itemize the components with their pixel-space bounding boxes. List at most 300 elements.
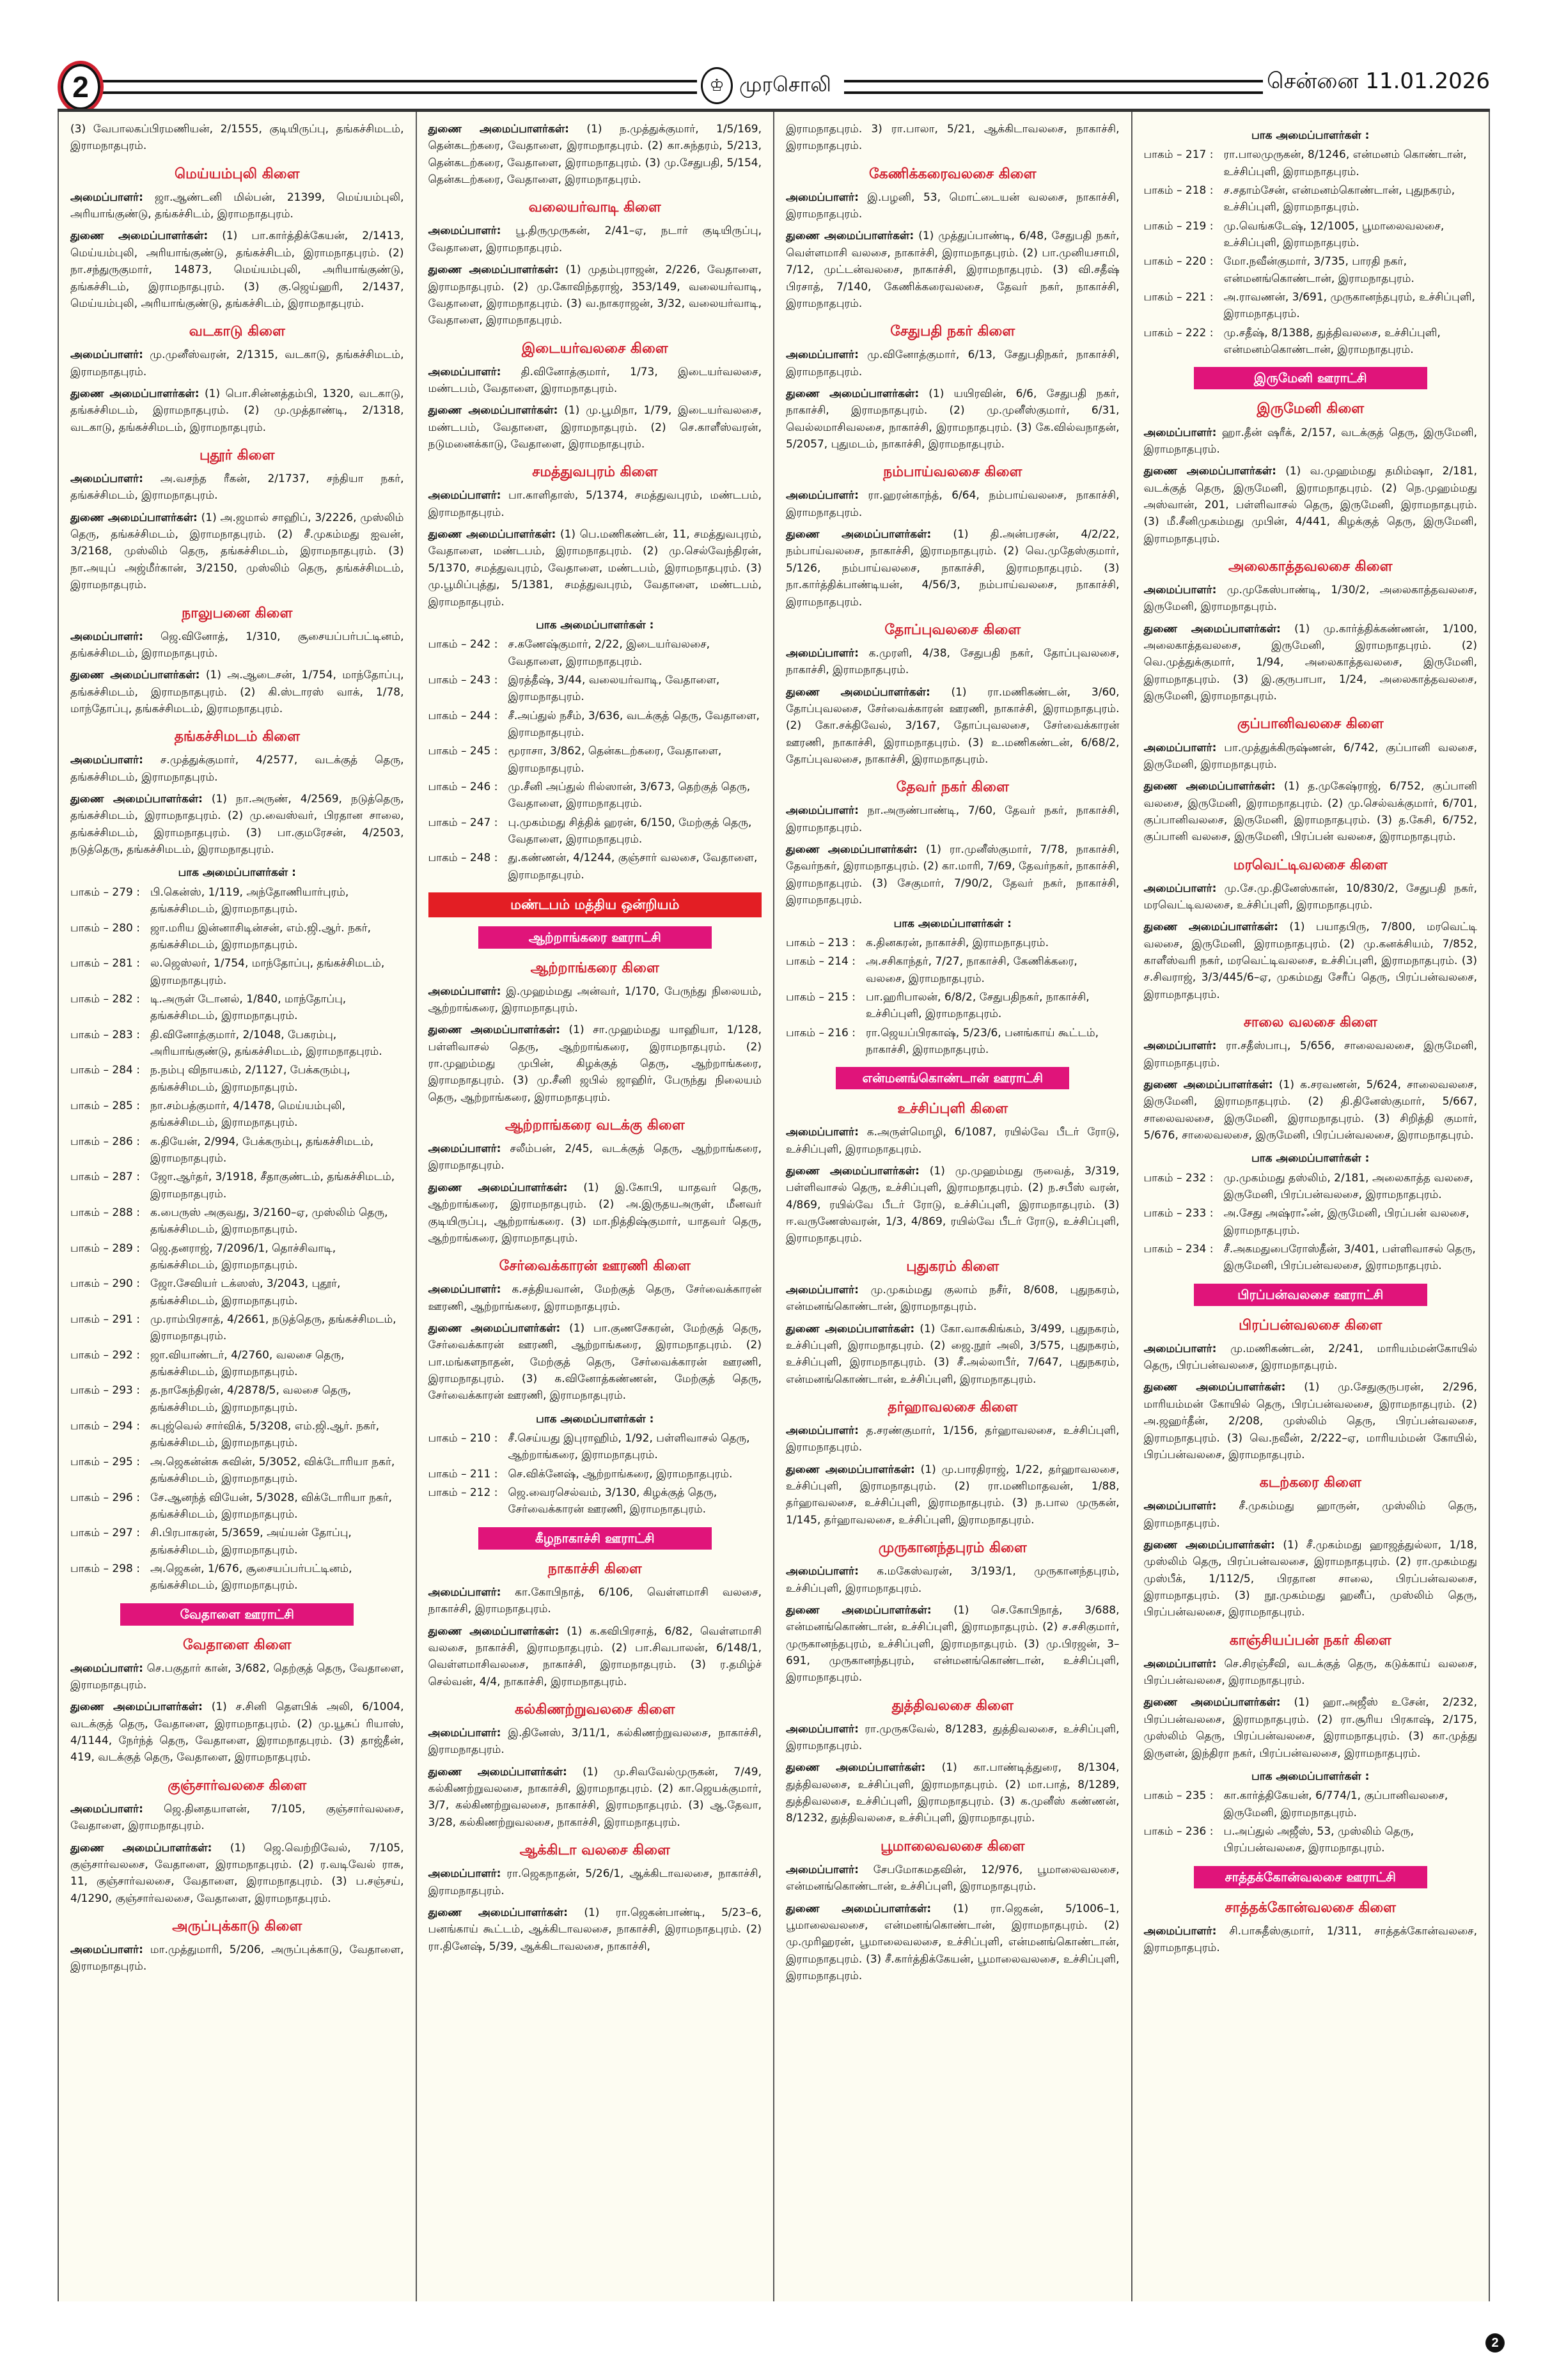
role-label: அமைப்பாளர்: — [428, 1585, 501, 1599]
role-label: துணை அமைப்பாளர்கள்: — [70, 669, 200, 682]
branch-heading: உச்சிப்புளி கிளை — [897, 1101, 1008, 1117]
organizer-details: க.சத்தியவான், மேற்குத் தெரு, சேர்வைக்காரன் ஊரணி, ஆற்றாங்கரை, இராமநாதபுரம். — [428, 1283, 762, 1313]
ward-organizer-details: பி.கென்ஸ், 1/119, அந்தோணியார்புரம், தங்கச்சிமடம், இராமநாதபுரம். — [150, 885, 349, 916]
role-label: அமைப்பாளர்: — [1143, 584, 1217, 597]
ward-organizer-details: பு.முகம்மது சித்திக் ஹரன், 6/150, மேற்குத் தெரு, வேதாளை, இராமநாதபுரம். — [508, 816, 752, 846]
organizer-details: த.சரண்குமார், 1/156, தர்ஹாவலசை, உச்சிப்புளி, இராமநாதபுரம். — [786, 1424, 1120, 1454]
panchayat-banner: பிரப்பன்வலசை ஊராட்சி — [1194, 1284, 1427, 1306]
organizer-details: (1) வ.முஹம்மது தமிம்ஷா, 2/181, வடக்குத் தெரு, இருமேனி, இராமநாதபுரம். (2) நெ.முஹம்மது அஸ்வான், 201, பள்ளிவாசல் தெரு, இருமேனி, இராமநாதபுரம். (3) மீ.சீனிமுகம்மது முபின், 4/441, கிழக்குத் தெரு, இருமேனி, இராமநாதபுரம். — [1143, 465, 1477, 545]
section-subtitle: பாக அமைப்பாளர்கள் : — [178, 866, 296, 880]
role-label: அமைப்பாளர்: — [428, 1142, 501, 1156]
organizer-details: பா.முத்துக்கிருஷ்ணன், 6/742, குப்பானி வலசை, இருமேனி, இராமநாதபுரம். — [1143, 741, 1477, 771]
branch-heading: முருகானந்தபுரம் கிளை — [878, 1540, 1027, 1557]
branch-heading: கடற்கரை கிளை — [1259, 1475, 1361, 1491]
ward-organizer-details: து.கண்ணன், 4/1244, குஞ்சார் வலசை, வேதாளை, இராமநாதபுரம். — [508, 852, 758, 882]
ward-number: பாகம் – 297 : — [70, 1527, 140, 1540]
ward-organizer-details: டி.அருள் டோனல், 1/840, மாந்தோப்பு, தங்கச்சிமடம், இராமநாதபுரம். — [150, 992, 347, 1023]
role-label: அமைப்பாளர்: — [428, 224, 501, 238]
role-label: அமைப்பாளர்: — [428, 365, 501, 378]
branch-heading: தர்ஹாவலசை கிளை — [888, 1399, 1018, 1415]
ward-organizer-row — [1144, 289, 1478, 323]
ward-organizer-details: மு.சதீஷ், 8/1388, துத்திவலசை, உச்சிப்புளி, என்மனம்கொண்டான், இராமநாதபுரம். — [1223, 326, 1441, 357]
organizer-paragraph — [70, 385, 404, 436]
role-label: அமைப்பாளர்: — [786, 646, 859, 660]
ward-number: பாகம் – 222 : — [1143, 326, 1214, 339]
organizer-paragraph — [428, 1320, 762, 1404]
ward-number: பாகம் – 281 : — [70, 957, 140, 970]
organizer-details: அ.வசந்த ரீகன், 2/1737, சந்தியா நகர், தங்கச்சிமடம், இராமநாதபுரம். — [70, 472, 404, 502]
organizer-paragraph — [428, 402, 762, 453]
ward-number: பாகம் – 235 : — [1143, 1789, 1214, 1803]
section-subtitle: பாக அமைப்பாளர்கள் : — [1251, 1152, 1370, 1165]
ward-number: பாகம் – 215 : — [786, 990, 856, 1004]
ward-number: பாகம் – 289 : — [70, 1241, 140, 1255]
organizer-details: (3) வேபாலகப்பிரமணியன், 2/1555, குடியிருப்பு, தங்கச்சிமடம், இராமநாதபுரம். — [70, 123, 404, 153]
union-banner: மண்டபம் மத்திய ஒன்றியம் — [428, 892, 762, 917]
organizer-details: மு.முகம்மது குலாம் நசீர், 8/608, புதுநகரம், என்மனங்கொண்டான், இராமநாதபுரம். — [786, 1283, 1120, 1314]
ward-organizer-row — [786, 1025, 1120, 1059]
organizer-paragraph — [428, 487, 762, 521]
role-label: அமைப்பாளர்: — [1143, 1500, 1217, 1513]
role-label: துணை அமைப்பாளர்கள்: — [70, 1841, 212, 1855]
role-label: அமைப்பாளர்: — [70, 348, 143, 362]
branch-heading: ஆக்கிடா வலசை கிளை — [519, 1842, 670, 1859]
organizer-details: (1) செ.கோபிநாத், 3/688, என்மனங்கொண்டான், உச்சிப்புளி, இராமநாதபுரம். (2) ச.சசிகுமார், முருகானந்தபுரம், உச்சிப்புளி, இராமநாதபுரம். (3) மு.பிரஜன், 3–691, முருகானந்தபுரம், என்மனங்கொண்டான், உச்சிப்புளி, இராமநாதபுரம். — [786, 1603, 1120, 1684]
role-label: அமைப்பாளர்: — [428, 1867, 501, 1881]
ward-number: பாகம் – 212 : — [428, 1486, 498, 1500]
ward-organizer-details: அ.ராவணன், 3/691, முருகானந்தபுரம், உச்சிப்புளி, இராமநாதபுரம். — [1223, 291, 1475, 321]
organizer-paragraph — [1144, 740, 1478, 774]
organizer-details: (1) நா.அருண், 4/2569, நடுத்தெரு, தங்கச்சிமடம், இராமநாதபுரம். (2) மு.வைஸ்வர், பிரதான சாலை, தங்கச்சிமடம், இராமநாதபுரம். (3) பா.குமரேசன், 4/2503, நடுத்தெரு, தங்கச்சிமடம், இராமநாதபுரம். — [70, 793, 404, 857]
ward-number: பாகம் – 298 : — [70, 1562, 140, 1575]
ward-organizer-details: க.தினகரன், நாகாச்சி, இராமநாதபுரம். — [866, 936, 1049, 949]
organizer-details: (1) கா.பாண்டித்துரை, 8/1304, துத்திவலசை, உச்சிப்புளி, இராமநாதபுரம். (2) மா.பாத், 8/1289, துத்திவலசை, உச்சிப்புளி, இராமநாதபுரம். (3) க.முனீஸ் கண்ணன், 8/1232, துத்திவலசை, உச்சிப்புளி, இராமநாதபுரம். — [786, 1761, 1120, 1825]
ward-organizer-details: செ.விக்னேஷ், ஆற்றாங்கரை, இராமநாதபுரம். — [508, 1467, 733, 1481]
ward-number: பாகம் – 210 : — [428, 1432, 498, 1445]
ward-organizer-row — [70, 1454, 404, 1488]
organizer-paragraph — [428, 261, 762, 329]
organizer-paragraph — [786, 526, 1120, 611]
masthead-logo — [697, 67, 835, 104]
organizer-paragraph — [786, 228, 1120, 312]
section-subtitle: பாக அமைப்பாளர்கள் : — [1251, 1769, 1370, 1783]
role-label: துணை அமைப்பாளர்கள்: — [1143, 921, 1278, 934]
ward-number: பாகம் – 211 : — [428, 1467, 498, 1481]
role-label: துணை அமைப்பாளர்கள்: — [428, 263, 559, 277]
branch-heading: தோப்புவலசை கிளை — [884, 621, 1021, 638]
organizer-paragraph — [70, 1840, 404, 1907]
ward-organizer-details: மு.ராம்பிரசாத், 4/2661, நடுத்தெரு, தங்கச்சிமடம், இராமநாதபுரம். — [150, 1313, 396, 1343]
ward-number: பாகம் – 288 : — [70, 1206, 140, 1219]
branch-heading: தங்கச்சிமடம் கிளை — [174, 729, 300, 745]
organizer-paragraph — [1144, 880, 1478, 914]
ward-organizer-row — [786, 935, 1120, 951]
organizer-details: (1) ஹா.அஜீஸ் உசேன், 2/232, பிரப்பன்வலசை, இராமநாதபுரம். (2) ரா.சூரிய பிரகாஷ், 2/175, முஸ்லிம் தெரு, பிரப்பன்வலசை, இராமநாதபுரம். (3) கா.முத்து இருளன், இந்திரா நகர், பிரப்பன்வலசை, இராமநாதபுரம். — [1143, 1696, 1477, 1760]
organizer-details: ரா.முருகவேல், 8/1283, துத்திவலசை, உச்சிப்புளி, இராமநாதபுரம். — [786, 1722, 1120, 1752]
ward-organizer-row — [70, 1027, 404, 1061]
organizer-details: செ.சிரஞ்சீவி, வடக்குத் தெரு, கடுக்காய் வலசை, பிரப்பன்வலசை, இராமநாதபுரம். — [1143, 1657, 1477, 1688]
organizer-details: சலீம்பன், 2/45, வடக்குத் தெரு, ஆற்றாங்கரை, இராமநாதபுரம். — [428, 1142, 762, 1172]
organizer-details: (1) அ.ஆடைசன், 1/754, மாந்தோப்பு, தங்கச்சிமடம், இராமநாதபுரம். (2) கி.ஸ்டாரஸ் வாக், 1/78, மாந்தோப்பு, தங்கச்சிமடம், இராமநாதபுரம். — [70, 669, 404, 715]
ward-organizer-row — [1144, 1823, 1478, 1857]
organizer-details: (1) ந.முத்துக்குமார், 1/5/169, தென்கடற்கரை, வேதாளை, இராமநாதபுரம். (2) கா.சுந்தரம், 5/213, தென்கடற்கரை, வேதாளை, இராமநாதபுரம். (3) மு.சேதுபதி, 5/154, தென்கடற்கரை, வேதாளை, இராமநாதபுரம். — [428, 123, 762, 187]
role-label: துணை அமைப்பாளர்கள்: — [786, 387, 920, 400]
organizer-paragraph — [786, 385, 1120, 453]
ward-organizer-details: இரத்தீஷ், 3/44, வலையர்வாடி, வேதாளை, இராமநாதபுரம். — [508, 673, 720, 704]
ward-number: பாகம் – 213 : — [786, 936, 856, 949]
organizer-details: (1) க.கவிபிரசாத், 6/82, வெள்ளமாசி வலசை, நாகாச்சி, இராமநாதபுரம். (2) பா.சிவபாலன், 6/148/1, வெள்ளமாசிவலசை, நாகாச்சி, இராமநாதபுரம். (3) ர.தமிழ்ச் செல்வன், 4/4, நாகாச்சி, இராமநாதபுரம். — [428, 1624, 762, 1688]
organizer-details: இ.முஹம்மது அன்வர், 1/170, பேருந்து நிலையம், ஆற்றாங்கரை, இராமநாதபுரம். — [428, 984, 762, 1015]
organizer-paragraph — [70, 1699, 404, 1766]
ward-organizer-row — [70, 1240, 404, 1274]
role-label: அமைப்பாளர்: — [70, 630, 143, 643]
ward-organizer-row — [428, 743, 762, 777]
ward-organizer-row — [428, 672, 762, 706]
branch-heading: வடகாடு கிளை — [189, 323, 285, 340]
ward-organizer-details: ஜெ.தனராஜ், 7/2096/1, தொச்சிவாடி, தங்கச்சிமடம், இராமநாதபுரம். — [150, 1241, 336, 1272]
ward-organizer-row — [70, 1204, 404, 1238]
role-label: துணை அமைப்பாளர்கள்: — [786, 1761, 926, 1775]
role-label: துணை அமைப்பாளர்கள்: — [786, 1165, 920, 1178]
ward-organizer-row — [70, 1489, 404, 1523]
role-label: அமைப்பாளர்: — [1143, 741, 1217, 754]
branch-heading: சாத்தக்கோன்வலசை கிளை — [1225, 1899, 1397, 1916]
branch-heading: பூமாலைவலசை கிளை — [880, 1838, 1025, 1855]
role-label: அமைப்பாளர்: — [786, 1424, 859, 1437]
organizer-details: (1) பயாதபிரு, 7/800, மரவெட்டி வலசை, இருமேனி, இராமநாதபுரம். (2) மு.கனக்சியம், 7/852, காளீஸ்வரி நகர், மரவெட்டிவலசை, உச்சிப்புளி, இராமநாதபுரம். (3) ச.சிவராஜ், 3/3/445/6–ஏ, முகம்மது சேரீப் தெரு, பிரப்பன்வலசை, இராமநாதபுரம். — [1143, 921, 1477, 1001]
organizer-paragraph — [428, 1140, 762, 1174]
organizer-paragraph — [70, 667, 404, 717]
section-subtitle: பாக அமைப்பாளர்கள் : — [536, 1412, 654, 1426]
ward-organizer-details: ரா.பாலமுருகன், 8/1246, என்மனம் கொண்டான், உச்சிப்புளி, இராமநாதபுரம். — [1223, 148, 1467, 178]
ward-number: பாகம் – 296 : — [70, 1491, 140, 1504]
city-date: சென்னை 11.01.2026 — [1263, 68, 1490, 97]
ward-organizer-details: ந.நம்பு விநாயகம், 2/1127, பேக்கரும்பு, தங்கச்சிமடம், இராமநாதபுரம். — [150, 1064, 350, 1094]
ward-number: பாகம் – 286 : — [70, 1135, 140, 1148]
organizer-details: மு.வினோத்குமார், 6/13, சேதுபதிநகர், நாகாச்சி, இராமநாதபுரம். — [786, 348, 1120, 378]
organizer-paragraph — [1144, 919, 1478, 1003]
ward-number: பாகம் – 233 : — [1143, 1207, 1214, 1220]
organizer-paragraph — [70, 471, 404, 504]
ward-number: பாகம் – 295 : — [70, 1455, 140, 1468]
ward-number: பாகம் – 280 : — [70, 921, 140, 935]
ward-organizer-row — [1144, 325, 1478, 359]
branch-heading: அருப்புக்காடு கிளை — [172, 1918, 302, 1934]
role-label: அமைப்பாளர்: — [1143, 1039, 1217, 1053]
role-label: அமைப்பாளர்: — [786, 1722, 859, 1736]
role-label: துணை அமைப்பாளர்கள்: — [428, 1023, 561, 1037]
ward-number: பாகம் – 292 : — [70, 1348, 140, 1362]
role-label: துணை அமைப்பாளர்கள்: — [428, 123, 569, 136]
ward-number: பாகம் – 242 : — [428, 638, 498, 651]
role-label: துணை அமைப்பாளர்கள்: — [428, 528, 556, 541]
organizer-paragraph — [1144, 582, 1478, 616]
organizer-details: க.முரளி, 4/38, சேதுபதி நகர், தோப்புவலசை, நாகாச்சி, இராமநாதபுரம். — [786, 646, 1120, 677]
branch-heading: ஆற்றாங்கரை கிளை — [530, 960, 659, 976]
organizer-paragraph — [70, 121, 404, 155]
role-label: அமைப்பாளர்: — [70, 1802, 143, 1816]
organizer-paragraph — [70, 228, 404, 312]
ward-number: பாகம் – 221 : — [1143, 291, 1214, 304]
panchayat-banner: என்மனங்கொண்டான் ஊராட்சி — [836, 1067, 1069, 1089]
role-label: அமைப்பாளர்: — [786, 1863, 859, 1876]
role-label: துணை அமைப்பாளர்கள்: — [70, 229, 208, 243]
branch-heading: கல்கிணற்றுவலசை கிளை — [515, 1701, 675, 1718]
organizer-details: க.அருள்மொழி, 6/1087, ரயில்வே பீடர் ரோடு, உச்சிப்புளி, இராமநாதபுரம். — [786, 1126, 1120, 1156]
ward-organizer-details: ஜா.மரிய இன்னாசிடின்சன், எம்.ஜி.ஆர். நகர், தங்கச்சிமடம், இராமநாதபுரம். — [150, 921, 372, 951]
organizer-paragraph — [1144, 1498, 1478, 1532]
ward-organizer-details: சுபுஜ்வெல் சார்விக், 5/3208, எம்.ஜி.ஆர். நகர், தங்கச்சிமடம், இராமநாதபுரம். — [150, 1420, 380, 1450]
ward-number: பாகம் – 246 : — [428, 780, 498, 793]
organizer-paragraph — [428, 222, 762, 256]
organizer-paragraph — [786, 1461, 1120, 1528]
organizer-details: (1) ரா.முனீஸ்குமார், 7/78, நாகாச்சி, தேவர்நகர், இராமநாதபுரம். (2) கா.மாரி, 7/69, தேவர்நகர், நாகாச்சி, இராமநாதபுரம். (3) சேகுமார், 7/90/2, தேவர் நகர், நாகாச்சி, இராமநாதபுரம். — [786, 843, 1120, 907]
ward-organizer-row — [70, 991, 404, 1025]
role-label: துணை அமைப்பாளர்கள்: — [1143, 1078, 1273, 1091]
panchayat-banner: ஆற்றாங்கரை ஊராட்சி — [478, 926, 712, 949]
role-label: அமைப்பாளர்: — [428, 489, 501, 502]
branch-heading: மெய்யம்புலி கிளை — [175, 166, 300, 182]
ward-number: பாகம் – 219 : — [1143, 219, 1214, 233]
ward-organizer-details: அ.சேது அஷ்ராஃன், இருமேனி, பிரப்பன் வலசை, இராமநாதபுரம். — [1223, 1207, 1469, 1237]
organizer-details: (1) மு.சேதுகுருபரன், 2/296, மாரியம்மன் கோயில் தெரு, பிரப்பன்வலசை, இராமநாதபுரம். (2) அ.ஜஹர்தீன், 2/208, முஸ்லிம் தெரு, பிரப்பன்வலசை, இராமநாதபுரம். (3) வெ.நவீன், 2/222–ஏ, மாரியம்மன் கோயில், பிரப்பன்வலசை, இராமநாதபுரம். — [1143, 1381, 1477, 1461]
ward-number: பாகம் – 248 : — [428, 852, 498, 865]
branch-heading: சாலை வலசை கிளை — [1243, 1015, 1377, 1031]
organizer-details: ரா.ஹரன்காந்த், 6/64, நம்பாய்வலசை, நாகாச்சி, இராமநாதபுரம். — [786, 489, 1120, 519]
ward-organizer-details: ச.கணேஷ்குமார், 2/22, இடையர்வலசை, வேதாளை, இராமநாதபுரம். — [508, 638, 710, 668]
role-label: அமைப்பாளர்: — [786, 348, 859, 362]
organizer-paragraph — [70, 752, 404, 786]
ward-organizer-details: அ.ஜெகன், 1/676, சூசையப்பர்பட்டினம், தங்கச்சிமடம், இராமநாதபுரம். — [150, 1562, 352, 1592]
branch-heading: குஞ்சார்வலசை கிளை — [168, 1777, 307, 1794]
ward-organizer-row — [428, 1466, 762, 1482]
ward-organizer-details: பா.ஹரிபாலன், 6/8/2, சேதுபதிநகர், நாகாச்சி, உச்சிப்புளி, இராமநாதபுரம். — [866, 990, 1090, 1021]
ward-organizer-details: ரா.ஜெயப்பிரகாஷ், 5/23/6, பனங்காய் கூட்டம், நாகாச்சி, இராமநாதபுரம். — [866, 1026, 1099, 1056]
ward-number: பாகம் – 247 : — [428, 816, 498, 829]
ward-organizer-details: சே.ஆனந்த் வியேன், 5/3028, விக்டோரியா நகர், தங்கச்சிமடம், இராமநாதபுரம். — [150, 1491, 393, 1521]
organizer-details: மு.சே.மு.தினேஸ்கான், 10/830/2, சேதுபதி நகர், மரவெட்டிவலசை, உச்சிப்புளி, இராமநாதபுரம். — [1143, 882, 1477, 912]
ward-number: பாகம் – 245 : — [428, 745, 498, 758]
organizer-paragraph — [786, 1563, 1120, 1597]
role-label: துணை அமைப்பாளர்கள்: — [1143, 1696, 1281, 1709]
ward-number: பாகம் – 282 : — [70, 992, 140, 1006]
role-label: துணை அமைப்பாளர்கள்: — [786, 685, 930, 699]
organizer-details: பூ.திருமுருகன், 2/41–ஏ, நடார் குடியிருப்பு, வேதாளை, இராமநாதபுரம். — [428, 224, 762, 254]
organizer-details: மு.மணிகண்டன், 2/241, மாரியம்மன்கோயில் தெரு, பிரப்பன்வலசை, இராமநாதபுரம். — [1143, 1342, 1478, 1373]
branch-heading: வலையர்வாடி கிளை — [528, 199, 661, 216]
ward-number: பாகம் – 290 : — [70, 1277, 140, 1291]
ward-organizer-details: ல.ஜெஸ்லர், 1/754, மாந்தோப்பு, தங்கச்சிமடம், இராமநாதபுரம். — [150, 957, 385, 987]
organizer-paragraph — [428, 1865, 762, 1899]
masthead — [58, 61, 1490, 109]
role-label: அமைப்பாளர்: — [786, 191, 859, 204]
organizer-paragraph — [428, 526, 762, 611]
ward-organizer-details: க.பைருஸ் அகுவது, 3/2160–ஏ, முஸ்லிம் தெரு, தங்கச்சிமடம், இராமநாதபுரம். — [150, 1206, 388, 1236]
organizer-paragraph — [786, 684, 1120, 768]
ward-number: பாகம் – 243 : — [428, 673, 498, 687]
organizer-details: இ.தினேஸ், 3/11/1, கல்கிணற்றுவலசை, நாகாச்சி, இராமநாதபுரம். — [428, 1727, 762, 1757]
organizer-details: பா.காளிதாஸ், 5/1374, சமத்துவபுரம், மண்டபம், இராமநாதபுரம். — [428, 489, 762, 519]
ward-organizer-row — [1144, 182, 1478, 216]
role-label: அமைப்பாளர்: — [1143, 426, 1217, 439]
ward-number: பாகம் – 217 : — [1143, 148, 1214, 162]
organizer-details: (1) க.சரவணன், 5/624, சாலைவலசை, இருமேனி, இராமநாதபுரம். (2) தி.தினேஸ்குமார், 5/667, சாலைவலசை, இருமேனி, இராமநாதபுரம். (3) சிறித்தி குமார், 5/676, சாலைவலசை, இருமேனி, பிரப்பன்வலசை, இராமநாதபுரம். — [1143, 1078, 1477, 1142]
organizer-details: ச.முத்துக்குமார், 4/2577, வடக்குத் தெரு, தங்கச்சிமடம், இராமநாதபுரம். — [70, 754, 404, 784]
ward-organizer-details: ஜெ.வைரசெல்வம், 3/130, கிழக்குத் தெரு, சேர்வைக்காரன் ஊரணி, இராமநாதபுரம். — [508, 1486, 717, 1516]
organizer-paragraph — [1144, 1694, 1478, 1761]
ward-number: பாகம் – 291 : — [70, 1313, 140, 1326]
role-label: துணை அமைப்பாளர்கள்: — [70, 1700, 203, 1714]
organizer-paragraph — [786, 1282, 1120, 1316]
panchayat-banner: வேதாளை ஊராட்சி — [120, 1603, 354, 1626]
organizer-paragraph — [786, 189, 1120, 223]
article-columns — [58, 109, 1490, 2301]
role-label: அமைப்பாளர்: — [428, 984, 501, 998]
organizer-paragraph — [428, 121, 762, 188]
branch-heading: குப்பானிவலசை கிளை — [1237, 716, 1384, 733]
organizer-details: (1) த.முகேஷ்ராஜ், 6/752, குப்பானி வலசை, இருமேனி, இராமநாதபுரம். (2) மு.செல்வக்குமார், 6/701, குப்பானிவலசை, இருமேனி, இராமநாதபுரம். (3) த.கேசி, 6/752, குப்பானி வலசை, இருமேனி, பிரப்பன் வலசை, இராமநாதபுரம். — [1143, 780, 1477, 844]
role-label: துணை அமைப்பாளர்கள்: — [428, 1181, 568, 1194]
role-label: துணை அமைப்பாளர்கள்: — [70, 387, 200, 400]
organizer-paragraph — [1144, 778, 1478, 845]
ward-organizer-row — [786, 953, 1120, 987]
branch-heading: நம்பாய்வலசை கிளை — [883, 464, 1022, 481]
role-label: துணை அமைப்பாளர்கள்: — [1143, 1381, 1286, 1394]
role-label: அமைப்பாளர்: — [70, 1943, 143, 1956]
organizer-paragraph — [786, 487, 1120, 521]
organizer-details: சி.பாசுதீஸ்குமார், 1/311, சாத்தக்கோன்வலசை, இராமநாதபுரம். — [1143, 1924, 1477, 1954]
ward-organizer-row — [786, 989, 1120, 1023]
ward-organizer-row — [70, 1382, 404, 1416]
organizer-paragraph — [428, 1179, 762, 1247]
role-label: துணை அமைப்பாளர்கள்: — [786, 1463, 915, 1476]
ward-organizer-details: சீ.செய்யது இபுராஹிம், 1/92, பள்ளிவாசல் தெரு, ஆற்றாங்கரை, இராமநாதபுரம். — [508, 1432, 750, 1462]
ward-organizer-details: அ.ஜெகன்ன்சு சுவின், 5/3052, விக்டோரியா நகர், தங்கச்சிமடம், இராமநாதபுரம். — [150, 1455, 395, 1486]
ward-organizer-row — [428, 1430, 762, 1464]
branch-heading: துத்திவலசை கிளை — [891, 1697, 1014, 1714]
organizer-paragraph — [786, 645, 1120, 679]
ward-organizer-row — [70, 884, 404, 918]
ward-organizer-row — [70, 1347, 404, 1381]
ward-organizer-row — [70, 920, 404, 954]
branch-heading: சமத்துவபுரம் கிளை — [532, 464, 658, 481]
column-1 — [58, 112, 416, 2301]
organizer-paragraph — [428, 983, 762, 1017]
organizer-details: (1) ரா.ஜெகன்பாண்டி, 5/23–6, பனங்காய் கூட்டம், ஆக்கிடாவலசை, நாகாச்சி, இராமநாதபுரம். (2) ரா.தினேஷ், 5/39, ஆக்கிடாவலசை, நாகாச்சி, — [428, 1906, 762, 1953]
ward-organizer-row — [70, 1169, 404, 1202]
organizer-details: (1) பெ.மணிகண்டன், 11, சமத்துவபுரம், வேதாளை, மண்டபம், இராமநாதபுரம். (2) மு.செல்வேந்திரன், 5/1370, சமத்துவபுரம், வேதாளை, மண்டபம், இராமநாதபுரம். (3) மு.பூமிப்புத்து, 5/1381, சமத்துவபுரம், வேதாளை, மண்டபம், இராமநாதபுரம். — [428, 528, 762, 609]
role-label: துணை அமைப்பாளர்கள்: — [70, 511, 198, 524]
ward-organizer-details: ஜோ.சேவியர் டக்ஸஸ், 3/2043, புதூர், தங்கச்சிமடம், இராமநாதபுரம். — [150, 1277, 341, 1307]
organizer-details: (1) அ.ஜமால் சாஹிப், 3/2226, முஸ்லிம் தெரு, தங்கச்சிமடம், இராமநாதபுரம். (2) சீ.முகம்மது ஐவன், 3/2168, முஸ்லிம் தெரு, தங்கச்சிமடம், இராமநாதபுரம். (3) நா.அயுப் அஜ்மீர்கான், 3/2150, முஸ்லிம் தெரு, தங்கச்சிமடம், இராமநாதபுரம். — [70, 511, 404, 592]
organizer-paragraph — [786, 121, 1120, 155]
organizer-paragraph — [70, 346, 404, 380]
organizer-details: (1) முதம்புராஜன், 2/226, வேதாளை, இராமநாதபுரம். (2) மு.கோவிந்தராஜ், 353/149, வலையர்வாடி, வேதாளை, இராமநாதபுரம். (3) வ.நாகராஜன், 3/32, வலையர்வாடி, வேதாளை, இராமநாதபுரம். — [428, 263, 762, 327]
organizer-details: (1) கோ.வாசுகிங்கம், 3/499, புதுநகரம், உச்சிப்புளி, இராமநாதபுரம். (2) ஜை.நூர் அலி, 3/575, புதுநகரம், உச்சிப்புளி, இராமநாதபுரம். (3) சீ.அல்லாபீர், 7/647, புதுநகரம், என்மனங்கொண்டான், உச்சிப்புளி, இராமநாதபுரம். — [786, 1322, 1120, 1386]
organizer-details: ஜெ.தினதயாளன், 7/105, குஞ்சார்வலசை, வேதாளை, இராமநாதபுரம். — [70, 1802, 404, 1833]
organizer-details: (1) இ.கோபி, யாதவர் தெரு, ஆற்றாங்கரை, இராமநாதபுரம். (2) அ.இருதயஅருள், மீனவர் குடியிருப்பு, ஆற்றாங்கரை. (3) மா.நித்திஷ்குமார், யாதவர் தெரு, ஆற்றாங்கரை, இராமநாதபுரம். — [428, 1181, 762, 1245]
organizer-paragraph — [786, 802, 1120, 836]
role-label: துணை அமைப்பாளர்கள்: — [1143, 622, 1281, 635]
role-label: அமைப்பாளர்: — [70, 754, 143, 767]
organizer-details: க.மகேஸ்வரன், 3/193/1, முருகானந்தபுரம், உச்சிப்புளி, இராமநாதபுரம். — [786, 1565, 1120, 1595]
organizer-details: ஜெ.வினோத், 1/310, சூசையப்பர்பட்டினம், தங்கச்சிமடம், இராமநாதபுரம். — [70, 630, 404, 660]
branch-heading: இருமேனி கிளை — [1257, 401, 1365, 417]
role-label: துணை அமைப்பாளர்கள்: — [786, 843, 918, 857]
page-number-badge: 2 — [58, 61, 104, 113]
organizer-paragraph — [786, 1721, 1120, 1755]
organizer-paragraph — [786, 1901, 1120, 1985]
ward-number: பாகம் – 283 : — [70, 1028, 140, 1041]
ward-number: பாகம் – 279 : — [70, 885, 140, 899]
role-label: துணை அமைப்பாளர்கள்: — [786, 528, 932, 541]
ward-organizer-row — [428, 708, 762, 742]
organizer-paragraph — [70, 1801, 404, 1835]
organizer-paragraph — [428, 1022, 762, 1106]
ward-organizer-details: ச.சதாம்சேன், என்மனம்கொண்டான், புதுநகரம், உச்சிப்புளி, இராமநாதபுரம். — [1223, 184, 1455, 214]
branch-heading: தேவர் நகர் கிளை — [896, 779, 1009, 796]
ward-organizer-details: மு.சீனி அப்துல் ரில்ஸான், 3/673, தெற்குத் தெரு, வேதாளை, இராமநாதபுரம். — [508, 780, 751, 811]
ward-organizer-row — [428, 814, 762, 848]
branch-heading: கேணிக்கரைவலசை கிளை — [869, 166, 1037, 182]
branch-heading: மரவெட்டிவலசை கிளை — [1233, 857, 1388, 873]
branch-heading: ஆற்றாங்கரை வடக்கு கிளை — [505, 1117, 685, 1134]
panchayat-banner: இருமேனி ஊராட்சி — [1194, 367, 1427, 389]
organizer-details: மு.முகேஸ்பாண்டி, 1/30/2, அலைகாத்தவலசை, இருமேனி, இராமநாதபுரம். — [1143, 584, 1478, 614]
organizer-details: (1) மு.பூமிநா, 1/79, இடையர்வலசை, மண்டபம், வேதாளை, இராமநாதபுரம். (2) செ.காளீஸ்வரன், நடுமனைக்காடு, வேதாளை, இராமநாதபுரம். — [428, 404, 762, 451]
ward-number: பாகம் – 285 : — [70, 1099, 140, 1112]
organizer-details: ஹா.தீன் ஷரீக், 2/157, வடக்குத் தெரு, இருமேனி, இராமநாதபுரம். — [1143, 426, 1477, 456]
ward-organizer-details: கா.கார்த்திகேயன், 6/774/1, குப்பானிவலசை, இருமேனி, இராமநாதபுரம். — [1223, 1789, 1448, 1819]
role-label: அமைப்பாளர்: — [70, 1661, 143, 1675]
organizer-paragraph — [786, 1163, 1120, 1247]
ward-number: பாகம் – 287 : — [70, 1171, 140, 1184]
role-label: அமைப்பாளர்: — [428, 1283, 501, 1296]
role-label: துணை அமைப்பாளர்கள்: — [1143, 1538, 1275, 1552]
organizer-paragraph — [1144, 1923, 1478, 1957]
ward-organizer-row — [428, 779, 762, 813]
ward-organizer-row — [70, 1525, 404, 1559]
organizer-paragraph — [428, 1281, 762, 1315]
ward-number: பாகம் – 214 : — [786, 955, 856, 968]
ward-number: பாகம் – 244 : — [428, 709, 498, 722]
organizer-paragraph — [786, 1862, 1120, 1895]
organizer-paragraph — [1144, 1656, 1478, 1690]
header-rule — [102, 80, 697, 94]
ward-organizer-details: நா.சம்பத்குமார், 4/1478, மெய்யம்புலி, தங்கச்சிமடம், இராமநாதபுரம். — [150, 1099, 345, 1130]
organizer-paragraph — [786, 346, 1120, 380]
header-rule — [844, 80, 1311, 94]
organizer-details: செ.பகுதார் கான், 3/682, தெற்குத் தெரு, வேதாளை, இராமநாதபுரம். — [70, 1661, 404, 1692]
murasoli-emblem-icon: ♔ — [701, 67, 733, 104]
organizer-details: இராமநாதபுரம். 3) ரா.பாலா, 5/21, ஆக்கிடாவலசை, நாகாச்சி, இராமநாதபுரம். — [786, 123, 1120, 153]
ward-organizer-details: தி.வினோத்குமார், 2/1048, பேகரம்பு, அரியாங்குண்டு, தங்கச்சிமடம், இராமநாதபுரம். — [150, 1028, 382, 1058]
role-label: துணை அமைப்பாளர்கள்: — [786, 1902, 932, 1915]
ward-organizer-details: சி.பிரபாகரன், 5/3659, அய்யன் தோப்பு, தங்கச்சிமடம், இராமநாதபுரம். — [150, 1527, 352, 1557]
organizer-details: ரா.ஜெகநாதன், 5/26/1, ஆக்கிடாவலசை, நாகாச்சி, இராமநாதபுரம். — [428, 1867, 762, 1897]
organizer-details: ஜா.ஆண்டனி மில்பன், 21399, மெய்யம்புலி, அரியாங்குண்டு, தங்கச்சிடம், இராமநாதபுரம். — [70, 191, 404, 221]
organizer-paragraph — [428, 1764, 762, 1831]
ward-organizer-details: அ.சசிகாந்தர், 7/27, நாகாச்சி, கேணிக்கரை, வலசை, இராமநாதபுரம். — [866, 955, 1077, 985]
organizer-paragraph — [70, 1660, 404, 1694]
ward-number: பாகம் – 236 : — [1143, 1824, 1214, 1838]
organizer-paragraph — [70, 1941, 404, 1975]
ward-organizer-row — [1144, 253, 1478, 287]
organizer-details: சீ.முகம்மது ஹாருன், முஸ்லிம் தெரு, இராமநாதபுரம். — [1143, 1500, 1477, 1530]
role-label: துணை அமைப்பாளர்கள்: — [428, 1906, 568, 1919]
section-subtitle: பாக அமைப்பாளர்கள் : — [536, 618, 654, 632]
role-label: துணை அமைப்பாளர்கள்: — [428, 1624, 560, 1638]
